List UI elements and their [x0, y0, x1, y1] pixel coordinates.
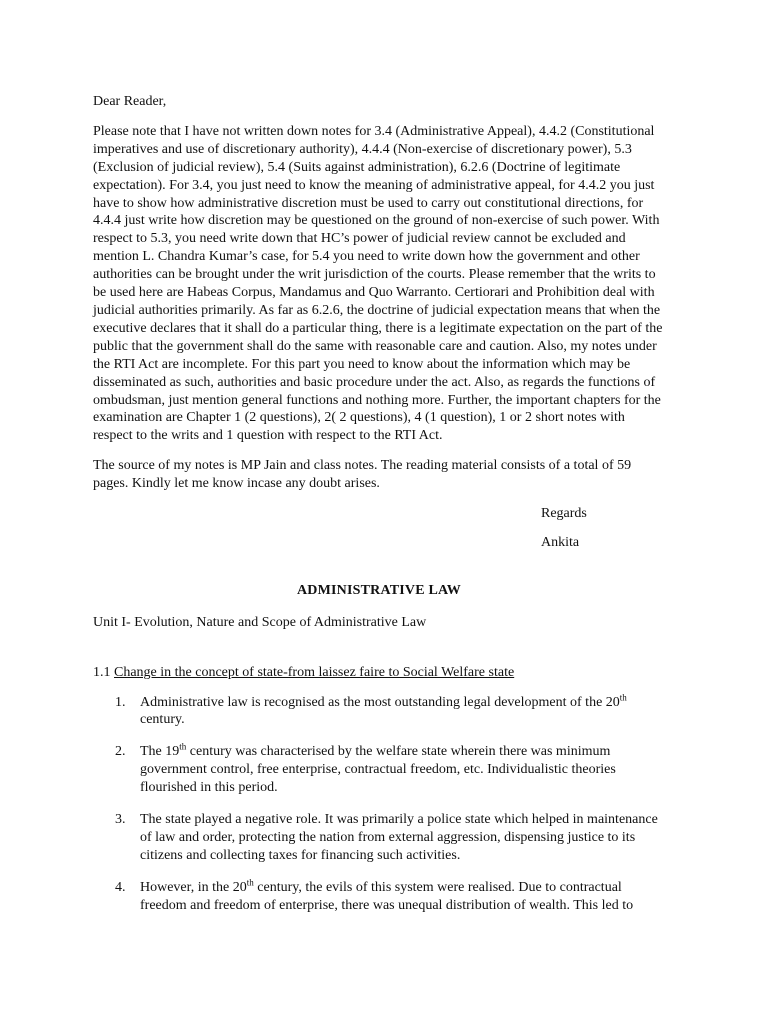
- list-number: 3.: [115, 812, 126, 828]
- list-number: 1.: [115, 694, 126, 710]
- signature: Ankita: [541, 534, 580, 550]
- list-item: 2. The 19th century was characterised by the welfare state wherein there was minimum government control, free enterprise, contractual freedom, etc. Individualistic theories flourished in this period.: [115, 741, 616, 796]
- unit-heading: Unit I- Evolution, Nature and Scope of Administrative Law: [93, 614, 427, 630]
- signoff: [541, 505, 665, 552]
- document-page: [93, 93, 665, 929]
- salutation: Dear Reader,: [93, 94, 167, 109]
- list-number: 2.: [115, 744, 126, 760]
- letter-body: Please note that I have not written down notes for 3.4 (Administrative Appeal), 4.4.2 (Constitutional imperatives and use of discretionary authority), 4.4.4 (Non-exercise of discretionary power), 5.3 (Exclusion of judicial review), 5.4 (Suits against administration), 6.2.6 (Doctrine of legitimate expectation). For 3.4, you just need to know the meaning of administrative appeal, for 4.4.2 you just have to show how administrative discretion must be used to carry out constitutional directions, for 4.4.4 just write how discretion may be questioned on the ground of non-exercise of such power. With respect to 5.3, you need write down that HC’s power of judicial review cannot be excluded and mention L. Chandra Kumar’s case, for 5.4 you need to write down how the government and other authorities can be brought under the writ jurisdiction of the courts. Please remember that the writs to be used here are Habeas Corpus, Mandamus and Quo Warranto. Certiorari and Prohibition deal with judicial authorities primarily. As far as 6.2.6, the doctrine of judicial expectation means that when the executive declares that it shall do a particular thing, there is a legitimate expectation on the part of the public that the government shall do the same with reasonable care and caution. Also, my notes under the RTI Act are incomplete. For this part you need to know about the information which may be disseminated as such, authorities and basic procedure under the act. Also, as regards the functions of ombudsman, just mention general functions and nothing more. Further, the important chapters for the examination are Chapter 1 (2 questions), 2( 2 questions), 4 (1 question), 1 or 2 short notes with respect to the writs and 1 question with respect to the RTI Act.: [93, 123, 663, 444]
- section-heading: [93, 664, 665, 682]
- points-list: [93, 691, 665, 915]
- list-item: 4. However, in the 20th century, the evils of this system were realised. Due to contractual freedom and freedom of enterprise, there was unequal distribution of wealth. This led to: [115, 877, 634, 913]
- section-title: Change in the concept of state-from laissez faire to Social Welfare state: [114, 664, 515, 680]
- source-paragraph: The source of my notes is MP Jain and class notes. The reading material consists of a total of 59 pages. Kindly let me know incase any doubt arises.: [93, 458, 632, 492]
- section-number: 1.1: [93, 664, 111, 680]
- list-item: 1. Administrative law is recognised as the most outstanding legal development of the 20th century.: [115, 691, 627, 728]
- document-title: ADMINISTRATIVE LAW: [297, 582, 461, 598]
- regards: Regards: [541, 506, 587, 522]
- list-item: 3. The state played a negative role. It was primarily a police state which helped in maintenance of law and order, protecting the nation from external aggression, dispensing justice to its citizens and collecting taxes for financing such activities.: [115, 812, 658, 863]
- list-number: 4.: [115, 879, 126, 895]
